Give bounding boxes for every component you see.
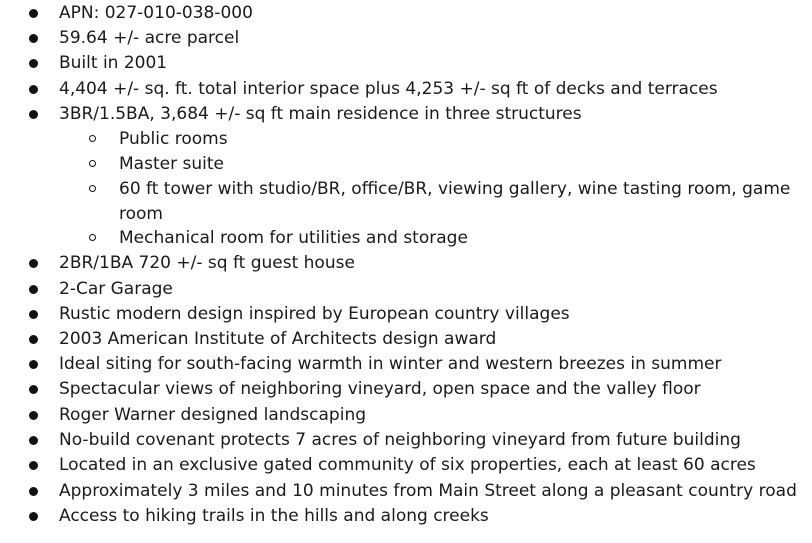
bullet-icon xyxy=(29,360,38,369)
bullet-icon xyxy=(29,335,38,344)
bullet-icon xyxy=(29,310,38,319)
hollow-bullet-icon xyxy=(89,135,96,142)
sub-list-item-text: room xyxy=(119,204,163,224)
list-item-text: 2-Car Garage xyxy=(59,279,173,299)
sub-list-item-text: Master suite xyxy=(119,154,224,174)
bullet-icon xyxy=(29,110,38,119)
bullet-icon xyxy=(29,385,38,394)
list-item-text: Access to hiking trails in the hills and along creeks xyxy=(59,506,489,526)
list-item-text: Roger Warner designed landscaping xyxy=(59,405,367,425)
bullet-icon xyxy=(29,487,38,496)
list-item-text: APN: 027-010-038-000 xyxy=(59,3,253,23)
list-item-text: Located in an exclusive gated community of six properties, each at least 60 acres xyxy=(59,455,756,475)
hollow-bullet-icon xyxy=(89,160,96,167)
list-item-text: 2003 American Institute of Architects design award xyxy=(59,329,497,349)
list-item-text: Ideal siting for south-facing warmth in winter and western breezes in summer xyxy=(59,354,722,374)
bullet-icon xyxy=(29,461,38,470)
list-item-text: Approximately 3 miles and 10 minutes from Main Street along a pleasant country road xyxy=(59,481,797,501)
sub-list-item-text: 60 ft tower with studio/BR, office/BR, viewing gallery, wine tasting room, game xyxy=(119,179,791,199)
sub-list-item-text: Public rooms xyxy=(119,129,228,149)
bullet-icon xyxy=(29,85,38,94)
list-item-text: No-build covenant protects 7 acres of neighboring vineyard from future building xyxy=(59,430,741,450)
hollow-bullet-icon xyxy=(89,185,96,192)
list-item-text: 4,404 +/- sq. ft. total interior space plus 4,253 +/- sq ft of decks and terraces xyxy=(59,79,718,99)
list-item-text: 59.64 +/- acre parcel xyxy=(59,28,240,48)
bullet-icon xyxy=(29,411,38,420)
sub-list-item-text: Mechanical room for utilities and storage xyxy=(119,228,468,248)
bullet-icon xyxy=(29,34,38,43)
bullet-icon xyxy=(29,9,38,18)
bullet-icon xyxy=(29,512,38,521)
list-item-text: 2BR/1BA 720 +/- sq ft guest house xyxy=(59,253,355,273)
list-item-text: 3BR/1.5BA, 3,684 +/- sq ft main residence in three structures xyxy=(59,104,582,124)
list-item-text: Built in 2001 xyxy=(59,53,168,73)
bullet-icon xyxy=(29,259,38,268)
bullet-icon xyxy=(29,285,38,294)
bullet-icon xyxy=(29,59,38,68)
list-item-text: Spectacular views of neighboring vineyard, open space and the valley floor xyxy=(59,379,701,399)
list-item-text: Rustic modern design inspired by European country villages xyxy=(59,304,570,324)
bullet-icon xyxy=(29,436,38,445)
hollow-bullet-icon xyxy=(89,234,96,241)
